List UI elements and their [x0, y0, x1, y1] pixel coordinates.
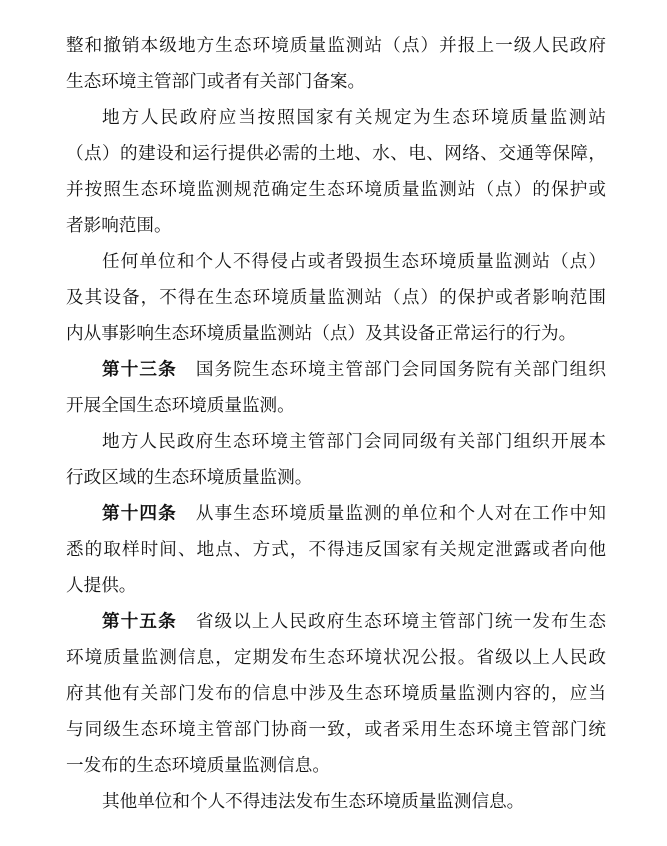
text-line	[66, 604, 606, 640]
text-line: （点）的建设和运行提供必需的土地、水、电、网络、交通等保障，	[66, 144, 606, 164]
text-line: 整和撤销本级地方生态环境质量监测站（点）并报上一级人民政府	[66, 36, 606, 56]
text-line: 与同级生态环境主管部门协商一致，或者采用生态环境主管部门统	[66, 720, 606, 740]
text-line: 生态环境主管部门或者有关部门备案。	[66, 72, 366, 92]
text-line: 任何单位和个人不得侵占或者毁损生态环境质量监测站（点）	[102, 252, 606, 272]
text-line: 地方人民政府应当按照国家有关规定为生态环境质量监测站	[102, 108, 606, 128]
article-15	[66, 604, 606, 784]
document-page	[66, 28, 606, 820]
paragraph	[66, 424, 606, 496]
text-line: 开展全国生态环境质量监测。	[66, 396, 295, 416]
text-line: 环境质量监测信息，定期发布生态环境状况公报。省级以上人民政	[66, 648, 606, 668]
paragraph	[66, 244, 606, 352]
text-line: 行政区域的生态环境质量监测。	[66, 468, 313, 488]
text-line: 其他单位和个人不得违法发布生态环境质量监测信息。	[102, 792, 525, 812]
article-13	[66, 352, 606, 424]
text-line: 并按照生态环境监测规范确定生态环境质量监测站（点）的保护或	[66, 180, 606, 200]
article-number: 第十四条	[102, 503, 177, 524]
text-line: 者影响范围。	[66, 216, 172, 236]
article-text: 省级以上人民政府生态环境主管部门统一发布生态	[194, 612, 606, 632]
text-line: 地方人民政府生态环境主管部门会同同级有关部门组织开展本	[102, 432, 606, 452]
article-number: 第十五条	[102, 611, 177, 632]
article-14	[66, 496, 606, 604]
paragraph	[66, 100, 606, 244]
text-line: 及其设备，不得在生态环境质量监测站（点）的保护或者影响范围	[66, 288, 606, 308]
text-line: 一发布的生态环境质量监测信息。	[66, 756, 330, 776]
text-line	[66, 496, 606, 532]
paragraph	[66, 28, 606, 100]
text-line	[66, 352, 606, 388]
text-line: 悉的取样时间、地点、方式，不得违反国家有关规定泄露或者向他	[66, 540, 606, 560]
paragraph	[66, 784, 606, 820]
text-line: 内从事影响生态环境质量监测站（点）及其设备正常运行的行为。	[66, 324, 577, 344]
article-text: 国务院生态环境主管部门会同国务院有关部门组织	[194, 360, 606, 380]
text-line: 府其他有关部门发布的信息中涉及生态环境质量监测内容的，应当	[66, 684, 606, 704]
article-text: 从事生态环境质量监测的单位和个人对在工作中知	[194, 504, 606, 524]
text-line: 人提供。	[66, 576, 137, 596]
article-number: 第十三条	[102, 359, 177, 380]
